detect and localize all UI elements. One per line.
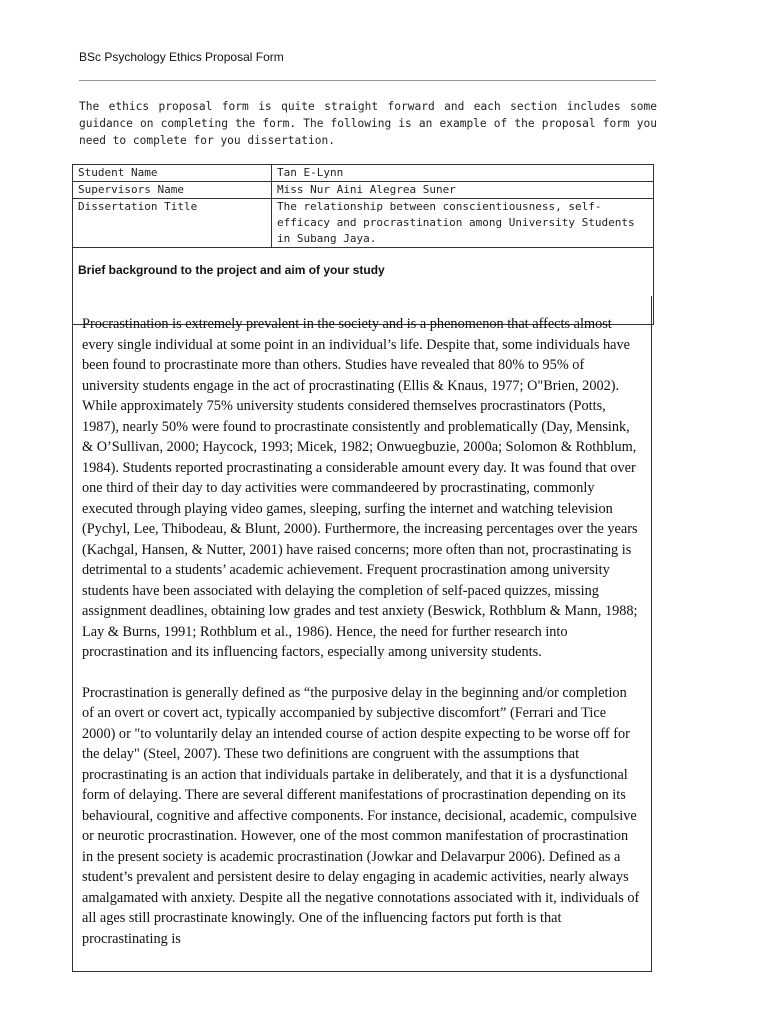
section-heading: Brief background to the project and aim of your study [73, 248, 654, 325]
body-paragraph: Procrastination is generally defined as “the purposive delay in the beginning and/or completion of an overt or covert act, typically accompanied by subjective discomfort” (Ferrari and Tice 2000) or "to voluntarily delay an intended course of action despite expecting to be worse off for the delay" (Steel, 2007). These two definitions are congruent with the assumptions that procrastinating is an action that individuals partake in deliberately, and that it is a dysfunctional form of delaying. There are several different manifestations of procrastination depending on its behavioural, cognitive and affective components. For instance, decisional, academic, compulsive or neurotic procrastination. However, one of the most common manifestation of procrastination in the present society is academic procrastination (Jowkar and Delavarpur 2006). Defined as a student’s prevalent and persistent desire to delay engaging in academic activities, nearly always amalgamated with anxiety. Despite all the negative connotations associated with it, individuals of all ages still procrastinate knowingly. One of the influencing factors put forth is that procrastinating is [82, 684, 640, 947]
student-name-value: Tan E-Lynn [272, 165, 654, 182]
background-text-box [72, 296, 652, 972]
supervisor-name-value: Miss Nur Aini Alegrea Suner [272, 182, 654, 199]
dissertation-title-label: Dissertation Title [73, 199, 272, 248]
title-divider [79, 80, 656, 81]
table-row [73, 182, 654, 199]
body-paragraph: Procrastination is extremely prevalent in the society and is a phenomenon that affects almost every single individual at some point in an individual’s life. Despite that, some individuals have been found to procrastinate more than others. Studies have revealed that 80% to 95% of university students engage in the act of procrastinating (Ellis & Knaus, 1977; O"Brien, 2002). While approximately 75% university students considered themselves procrastinators (Potts, 1987), nearly 50% were found to procrastinate consistently and problematically (Day, Mensink, & O’Sullivan, 2000; Haycock, 1993; Micek, 1982; Onwuegbuzie, 2000a; Solomon & Rothblum, 1984). Students reported procrastinating a considerable amount every day. It was found that over one third of their day to day activities were commandeered by procrastinating, commonly executed through playing video games, sleeping, surfing the internet and watching television (Pychyl, Lee, Thibodeau, & Blunt, 2000). Furthermore, the increasing percentages over the years (Kachgal, Hansen, & Nutter, 2001) have raised concerns; more often than not, procrastinating is detrimental to a students’ academic achievement. Frequent procrastination among university students have been associated with delaying the completion of self-paced quizzes, missing assignment deadlines, obtaining low grades and test anxiety (Beswick, Rothblum & Mann, 1988; Lay & Burns, 1991; Rothblum et al., 1986). Hence, the need for further research into procrastination and its influencing factors, especially among university students. [82, 316, 638, 660]
document-title: BSc Psychology Ethics Proposal Form [79, 50, 284, 64]
table-row [73, 165, 654, 182]
supervisor-name-label: Supervisors Name [73, 182, 272, 199]
intro-text: The ethics proposal form is quite straight forward and each section includes some guidance on completing the form. The following is an example of the proposal form you need to complete for you dissertation. [79, 100, 657, 147]
table-row [73, 199, 654, 248]
student-name-label: Student Name [73, 165, 272, 182]
dissertation-title-value: The relationship between conscientiousness, self-efficacy and procrastination among University Students in Subang Jaya. [272, 199, 654, 248]
